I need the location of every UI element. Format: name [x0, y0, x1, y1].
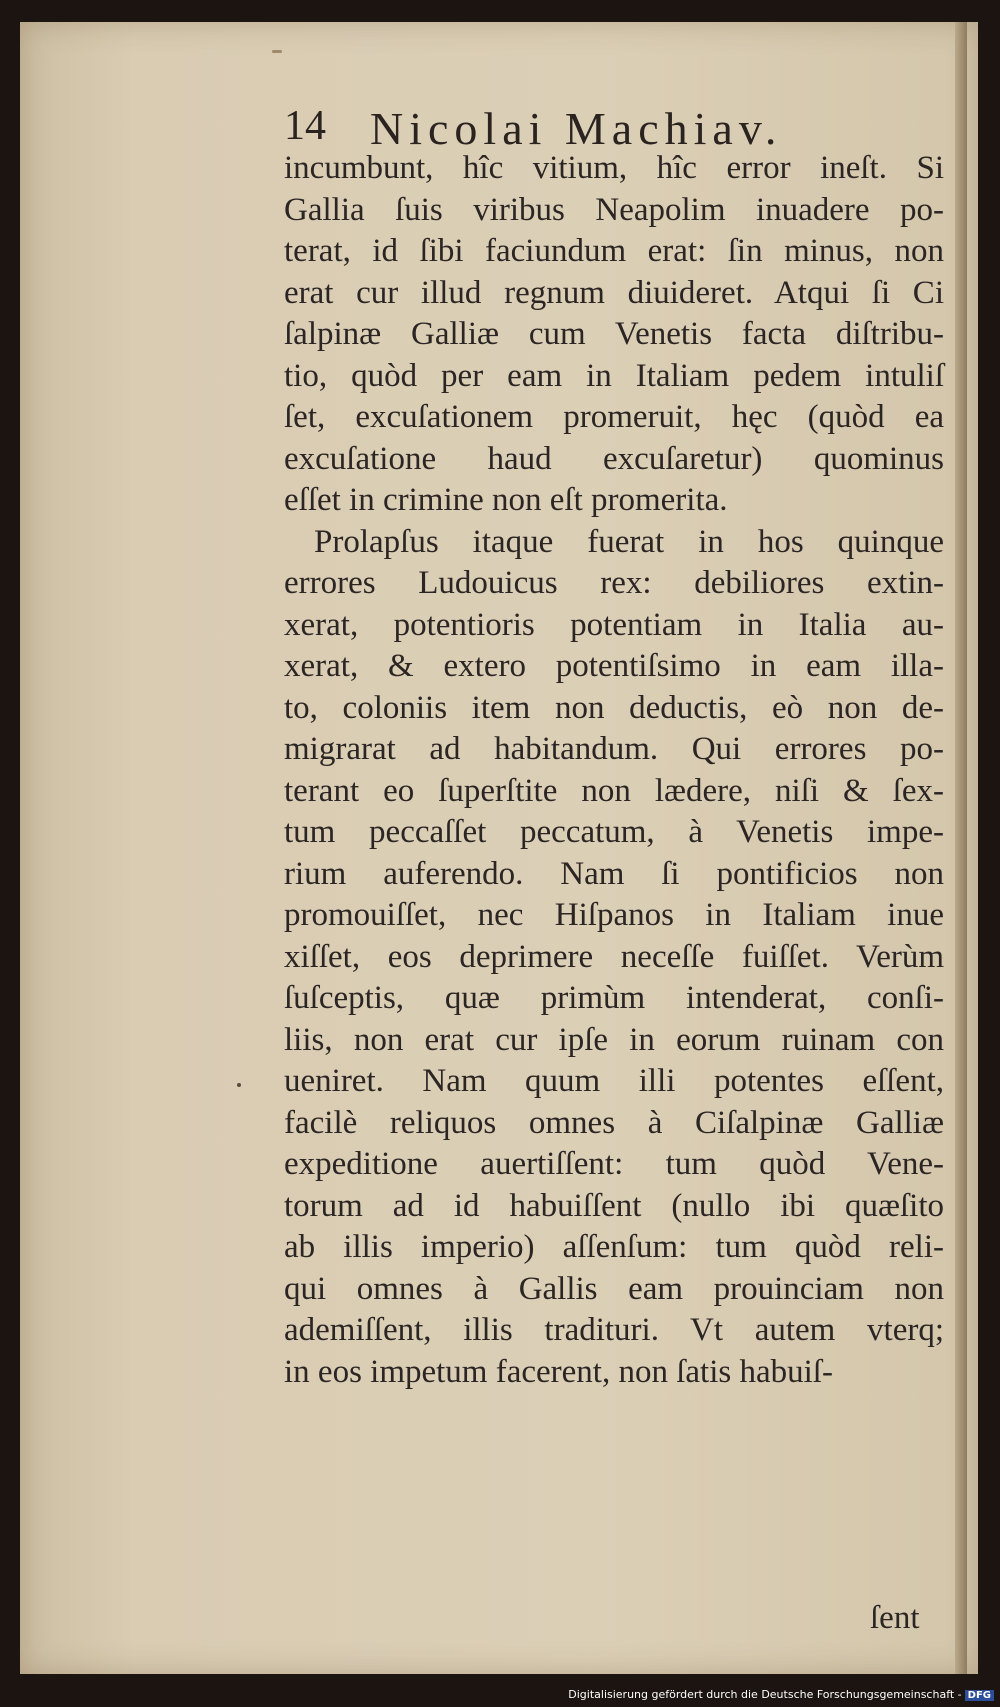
text-line: ſet, excuſationem promeruit, hęc (quòd ea — [284, 399, 944, 435]
text-line: Gallia ſuis viribus Neapolim inuadere po- — [284, 191, 944, 228]
text-line: qui omnes à Gallis eam prouinciam non — [284, 1270, 944, 1307]
text-line: rium auferendo. Nam ſi pontificios non — [284, 855, 944, 892]
text-line: incumbunt, hîc vitium, hîc error ineſt. Si — [284, 150, 944, 186]
text-line: tio, quòd per eam in Italiam pedem intuliſ — [284, 357, 944, 394]
text-line: liis, non erat cur ipſe in eorum ruinam con — [284, 1021, 944, 1058]
text-line: xiſſet, eos deprimere neceſſe fuiſſet. Verùm — [284, 938, 944, 975]
text-line: Prolapſus itaque fuerat in hos quinque — [314, 523, 944, 560]
text-line: ueniret. Nam quum illi potentes eſſent, — [284, 1063, 944, 1099]
text-line: facilè reliquos omnes à Ciſalpinæ Galliæ — [284, 1104, 944, 1141]
text-line: terat, id ſibi faciundum erat: ſin minus, non — [284, 233, 944, 269]
body-text — [284, 148, 944, 1393]
text-line: errores Ludouicus rex: debiliores extin- — [284, 565, 944, 601]
text-line: promouiſſet, nec Hiſpanos in Italiam inue — [284, 897, 944, 933]
text-line: eſſet in crimine non eſt promerita. — [284, 482, 728, 518]
paper-dot — [237, 1083, 241, 1087]
text-line: ademiſſent, illis tradituri. Vt autem vterq; — [284, 1312, 944, 1348]
text-line: expeditione auertiſſent: tum quòd Vene- — [284, 1146, 944, 1182]
text-line: terant eo ſuperſtite non lædere, niſi & ſex- — [284, 772, 944, 809]
text-line: ſuſceptis, quæ primùm intenderat, conſi- — [284, 980, 944, 1016]
text-line: erat cur illud regnum diuideret. Atqui ſi Ci — [284, 274, 944, 311]
text-line: excuſatione haud excuſaretur) quominus — [284, 440, 944, 477]
text-line: torum ad id habuiſſent (nullo ibi quæſito — [284, 1187, 944, 1224]
text-line: ab illis imperio) aſſenſum: tum quòd reli- — [284, 1229, 944, 1265]
page-edge — [955, 22, 967, 1674]
text-line: tum peccaſſet peccatum, à Venetis impe- — [284, 814, 944, 850]
text-line: xerat, & extero potentiſsimo in eam illa- — [284, 648, 944, 684]
text-line: to, coloniis item non deductis, eò non de- — [284, 689, 944, 726]
text-line: migrarat ad habitandum. Qui errores po- — [284, 731, 944, 767]
text-line: ſalpinæ Galliæ cum Venetis facta diſtribu- — [284, 316, 944, 352]
running-title: Nicolai Machiav. — [370, 103, 783, 154]
dfg-logo: DFG — [965, 1690, 994, 1701]
catchword: ſent — [870, 1600, 920, 1636]
paper-blemish — [272, 50, 282, 53]
page-number: 14 — [284, 103, 326, 149]
credit-text: Digitalisierung gefördert durch die Deutsche Forschungsgemeinschaft - — [568, 1688, 962, 1701]
digitization-credit — [568, 1688, 994, 1701]
text-line: xerat, potentioris potentiam in Italia au- — [284, 606, 944, 643]
text-line: in eos impetum facerent, non ſatis habuiſ- — [284, 1353, 833, 1390]
